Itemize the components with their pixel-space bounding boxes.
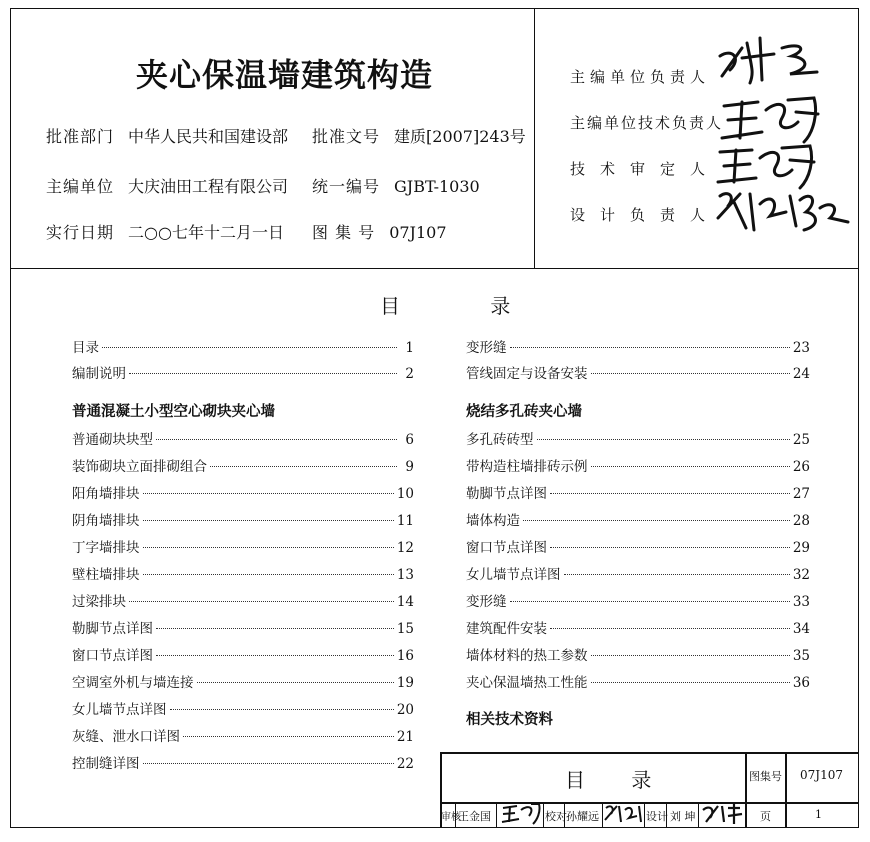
atlas-label: 图集号 [749, 770, 782, 783]
toc-item[interactable]: 带构造柱墙排砖示例 26 [466, 459, 810, 475]
check-name: 孙耀远 [566, 810, 599, 823]
toc-item[interactable]: 空调室外机与墙连接 19 [72, 675, 414, 691]
responsible-role: 主编单位负责人 [570, 68, 711, 86]
toc-item[interactable]: 墙体材料的热工参数 35 [466, 648, 810, 664]
toc-item[interactable]: 过梁排块 14 [72, 594, 414, 610]
toc-item[interactable]: 变形缝 33 [466, 594, 810, 610]
approval-doc: 批准文号 建质[2007]243号 [312, 127, 526, 146]
toc-item[interactable]: 编制说明 2 [72, 366, 414, 382]
check-label: 校对 [545, 810, 567, 823]
signature-image [700, 800, 744, 826]
design-label: 设计 [646, 810, 668, 823]
review-name: 王金国 [458, 810, 491, 823]
atlas-number: 图 集 号 07J107 [312, 223, 447, 242]
toc-section-heading: 相关技术资料 [466, 712, 553, 728]
toc-item[interactable]: 窗口节点详图 16 [72, 648, 414, 664]
toc-item[interactable]: 丁字墙排块 12 [72, 540, 414, 556]
responsible-role: 技术审定人 [570, 160, 721, 178]
effective-date: 实行日期 二○○七年十二月一日 [46, 223, 284, 242]
toc-item[interactable]: 控制缝详图 22 [72, 756, 414, 772]
toc-item[interactable]: 阳角墙排块 10 [72, 486, 414, 502]
header-divider [10, 268, 859, 269]
page-label: 页 [760, 810, 771, 823]
toc-section-heading: 普通混凝土小型空心砌块夹心墙 [72, 404, 275, 420]
toc-item[interactable]: 目录 1 [72, 340, 414, 356]
toc-item[interactable]: 女儿墙节点详图 32 [466, 567, 810, 583]
toc-item[interactable]: 变形缝 23 [466, 340, 810, 356]
toc-item[interactable]: 阴角墙排块 11 [72, 513, 414, 529]
review-label: 审核 [441, 812, 461, 823]
signature-image [714, 182, 854, 238]
atlas-value: 07J107 [800, 768, 843, 782]
header-vertical-divider [534, 8, 535, 268]
toc-item[interactable]: 装饰砌块立面排砌组合 9 [72, 459, 414, 475]
toc-item[interactable]: 建筑配件安装 34 [466, 621, 810, 637]
toc-item[interactable]: 多孔砖砖型 25 [466, 432, 810, 448]
title-block-title: 目 录 [565, 768, 672, 792]
responsible-role: 设计负责人 [570, 206, 721, 224]
signature-image [718, 92, 828, 148]
approval-dept: 批准部门 中华人民共和国建设部 [46, 127, 289, 146]
atlas-title: 夹心保温墙建筑构造 [136, 56, 434, 94]
unified-number: 统一编号 GJBT-1030 [312, 177, 480, 196]
toc-item[interactable]: 管线固定与设备安装 24 [466, 366, 810, 382]
editor-unit: 主编单位 大庆油田工程有限公司 [46, 177, 289, 196]
toc-item[interactable]: 墙体构造 28 [466, 513, 810, 529]
toc-item[interactable]: 灰缝、泄水口详图 21 [72, 729, 414, 745]
design-name: 刘 坤 [670, 810, 696, 823]
toc-item[interactable]: 窗口节点详图 29 [466, 540, 810, 556]
signature-image [499, 800, 543, 826]
toc-item[interactable]: 勒脚节点详图 15 [72, 621, 414, 637]
toc-item[interactable]: 普通砌块块型 6 [72, 432, 414, 448]
toc-item[interactable]: 夹心保温墙热工性能 36 [466, 675, 810, 691]
toc-item[interactable]: 勒脚节点详图 27 [466, 486, 810, 502]
toc-item[interactable]: 女儿墙节点详图 20 [72, 702, 414, 718]
signature-image [712, 28, 842, 88]
page-value: 1 [815, 808, 822, 821]
toc-section-heading: 烧结多孔砖夹心墙 [466, 404, 582, 420]
signature-image [603, 800, 645, 826]
responsible-role: 主编单位技术负责人 [570, 114, 724, 132]
toc-title: 目 录 [380, 294, 553, 318]
toc-item[interactable]: 壁柱墙排块 13 [72, 567, 414, 583]
